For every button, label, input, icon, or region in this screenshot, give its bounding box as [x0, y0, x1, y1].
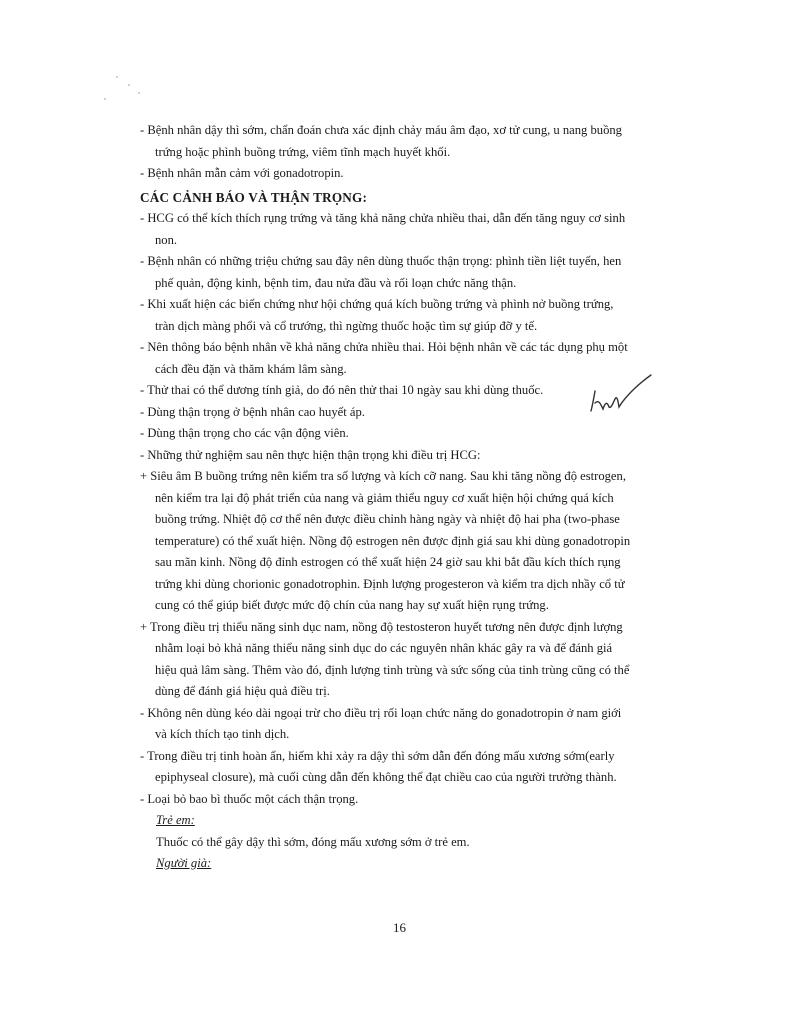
text-line: - Bệnh nhân dậy thì sớm, chẩn đoán chưa xác định chảy máu âm đạo, xơ tử cung, u nang buồng [140, 123, 622, 137]
text-line: CÁC CẢNH BÁO VÀ THẬN TRỌNG: [140, 189, 368, 205]
text-line: trứng hoặc phình buồng trứng, viêm tĩnh mạch huyết khối. [155, 144, 451, 159]
text-line: nên kiểm tra lại độ phát triển của nang và giảm thiểu nguy cơ xuất hiện hội chứng quá kích [155, 490, 614, 505]
subsection-heading [140, 853, 680, 875]
text-line: Người già: [156, 856, 212, 870]
handwritten-signature [585, 373, 655, 419]
bullet-item [140, 294, 680, 337]
text-line: Thuốc có thể gây dậy thì sớm, đóng mấu xương sớm ở trẻ em. [156, 834, 470, 849]
text-line: + Siêu âm B buồng trứng nên kiểm tra số lượng và kích cỡ nang. Sau khi tăng nồng độ estrogen, [140, 469, 626, 483]
bullet-item [140, 423, 680, 445]
scan-artifact [98, 70, 158, 110]
bullet-item [140, 703, 680, 746]
text-line: + Trong điều trị thiểu năng sinh dục nam, nồng độ testosteron huyết tương nên được định lượng [140, 619, 623, 634]
bullet-item [140, 789, 680, 811]
text-line: tràn dịch màng phổi và cổ trướng, thì ngừng thuốc hoặc tìm sự giúp đỡ y tế. [155, 318, 538, 333]
text-line: - HCG có thể kích thích rụng trứng và tăng khả năng chửa nhiều thai, dẫn đến tăng nguy cơ sinh [140, 211, 626, 225]
text-line: temperature) có thể xuất hiện. Nồng độ estrogen nên được định giá sau khi dùng gonadotropin [155, 533, 631, 548]
text-line: hiệu quả lâm sàng. Thêm vào đó, định lượng tinh trùng và sức sống của tinh trùng cũng có thể [155, 662, 630, 677]
page-number: 16 [393, 920, 406, 935]
text-line: - Nên thông báo bệnh nhân về khả năng chửa nhiều thai. Hỏi bệnh nhân về các tác dụng phụ một [140, 340, 628, 354]
text-line: cung có thể giúp biết được mức độ chín của nang hay sự xuất hiện rụng trứng. [155, 598, 549, 612]
text-line: non. [155, 232, 178, 247]
text-line: - Dùng thận trọng cho các vận động viên. [140, 426, 349, 440]
text-line: - Bệnh nhân có những triệu chứng sau đây nên dùng thuốc thận trọng: phình tiền liệt tuyến, hen [140, 254, 622, 268]
subsection-heading [140, 810, 680, 832]
text-line: dùng để đánh giá hiệu quả điều trị. [155, 684, 330, 698]
bullet-item [140, 120, 680, 163]
text-line: - Dùng thận trọng ở bệnh nhân cao huyết áp. [140, 404, 365, 419]
text-line: sau mãn kinh. Nồng độ đỉnh estrogen có thể xuất hiện 24 giờ sau khi bắt đầu kích thích rụng [155, 555, 621, 569]
bullet-item [140, 163, 680, 185]
text-line: trứng khi dùng chorionic gonadotrophin. Định lượng progesteron và kiểm tra dịch nhầy cổ tử [155, 576, 625, 591]
text-line: phế quản, động kinh, bệnh tim, đau nửa đầu và rối loạn chức năng thận. [155, 275, 517, 290]
sub-bullet-item [140, 466, 680, 617]
bullet-item [140, 746, 680, 789]
text-line: cách đều đặn và thăm khám lâm sàng. [155, 361, 347, 376]
text-line: - Thử thai có thể dương tính giả, do đó nên thử thai 10 ngày sau khi dùng thuốc. [140, 383, 544, 397]
text-line: - Không nên dùng kéo dài ngoại trừ cho điều trị rối loạn chức năng do gonadotropin ở nam giới [140, 705, 622, 720]
document-body [140, 120, 680, 875]
text-line: - Bệnh nhân mẫn cảm với gonadotropin. [140, 166, 344, 180]
sub-bullet-item [140, 617, 680, 703]
text-line: buồng trứng. Nhiệt độ cơ thể nên được điều chỉnh hàng ngày và nhiệt độ hai pha (two-phase [155, 512, 620, 526]
bullet-item [140, 208, 680, 251]
text-line: epiphyseal closure), mà cuối cùng dẫn đến không thể đạt chiều cao của người trưởng thành. [155, 770, 617, 784]
text-line: - Khi xuất hiện các biến chứng như hội chứng quá kích buồng trứng và phình nở buồng trứng, [140, 297, 614, 311]
bullet-item [140, 445, 680, 467]
paragraph [140, 832, 680, 854]
text-line: - Những thử nghiệm sau nên thực hiện thận trọng khi điều trị HCG: [140, 447, 481, 462]
text-line: - Loại bỏ bao bì thuốc một cách thận trọng. [140, 791, 359, 806]
section-heading [140, 187, 680, 209]
text-line: - Trong điều trị tinh hoàn ẩn, hiếm khi xảy ra dậy thì sớm dẫn đến đóng mấu xương sớm(early [140, 748, 615, 763]
text-line: nhằm loại bỏ khả năng thiểu năng sinh dục do các nguyên nhân khác gây ra và để đánh giá [155, 641, 613, 655]
bullet-item [140, 251, 680, 294]
text-line: và kích thích tạo tinh dịch. [155, 727, 290, 741]
text-line: Trẻ em: [156, 813, 195, 827]
